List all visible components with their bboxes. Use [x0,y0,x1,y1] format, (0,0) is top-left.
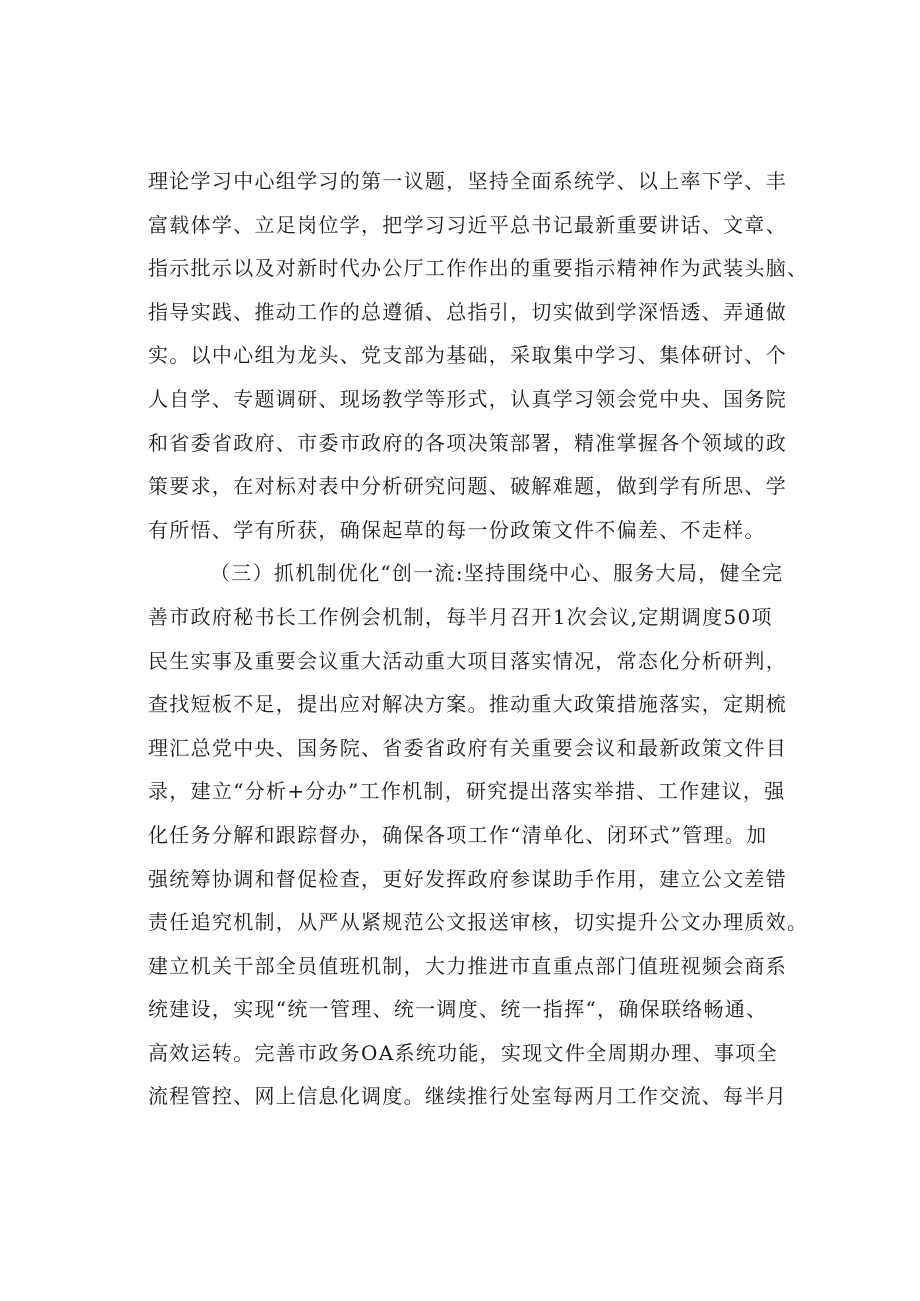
text-line: 流程管控、网上信息化调度。继续推行处室每两月工作交流、每半月 [148,1084,787,1109]
section-heading-line: （三）抓机制优化“创一流:坚持围绕中心、服务大局，健全完 [210,561,784,586]
text-line: 指导实践、推动工作的总遵循、总指引，切实做到学深悟透、弄通做 [148,299,787,324]
text-line: 和省委省政府、市委市政府的各项决策部署，精准掌握各个领域的政 [148,430,787,455]
text-line: 化任务分解和跟踪督办，确保各项工作“清单化、闭环式”管理。加 [148,822,768,847]
text-line: 策要求，在对标对表中分析研究问题、破解难题，做到学有所思、学 [148,474,787,499]
text-line: 查找短板不足，提出应对解决方案。推动重大政策措施落实，定期梳 [148,692,787,717]
body-text [148,160,808,1119]
text-line: 高效运转。完善市政务OA系统功能，实现文件全周期办理、事项全 [148,1040,778,1065]
text-line: 理汇总党中央、国务院、省委省政府有关重要会议和最新政策文件目 [148,735,787,760]
text-line: 实。以中心组为龙头、党支部为基础，采取集中学习、集体研讨、个 [148,343,787,368]
text-line: 统建设，实现“统一管理、统一调度、统一指挥“，确保联络畅通、 [148,997,768,1022]
text-line: 善市政府秘书长工作例会机制，每半月召开1次会议,定期调度50项 [148,604,773,629]
text-line: 责任追究机制，从严从紧规范公文报送审核，切实提升公文办理质效。 [148,910,808,935]
text-line: 强统筹协调和督促检查，更好发挥政府参谋助手作用，建立公文差错 [148,866,787,891]
text-line: 建立机关干部全员值班机制，大力推进市直重点部门值班视频会商系 [148,953,787,978]
text-line: 有所悟、学有所获，确保起草的每一份政策文件不偏差、不走样。 [148,517,766,542]
text-line: 富载体学、立足岗位学，把学习习近平总书记最新重要讲话、文章、 [148,212,787,237]
text-line: 录，建立“分析+分办”工作机制，研究提出落实举措、工作建议，强 [148,779,786,804]
text-line: 人自学、专题调研、现场教学等形式，认真学习领会党中央、国务院 [148,386,787,411]
text-line: 理论学习中心组学习的第一议题，坚持全面系统学、以上率下学、丰 [148,169,787,193]
text-line: 民生实事及重要会议重大活动重大项目落实情况，常态化分析研判， [148,648,787,673]
text-line: 指示批示以及对新时代办公厅工作作出的重要指示精神作为武装头脑、 [148,256,808,281]
